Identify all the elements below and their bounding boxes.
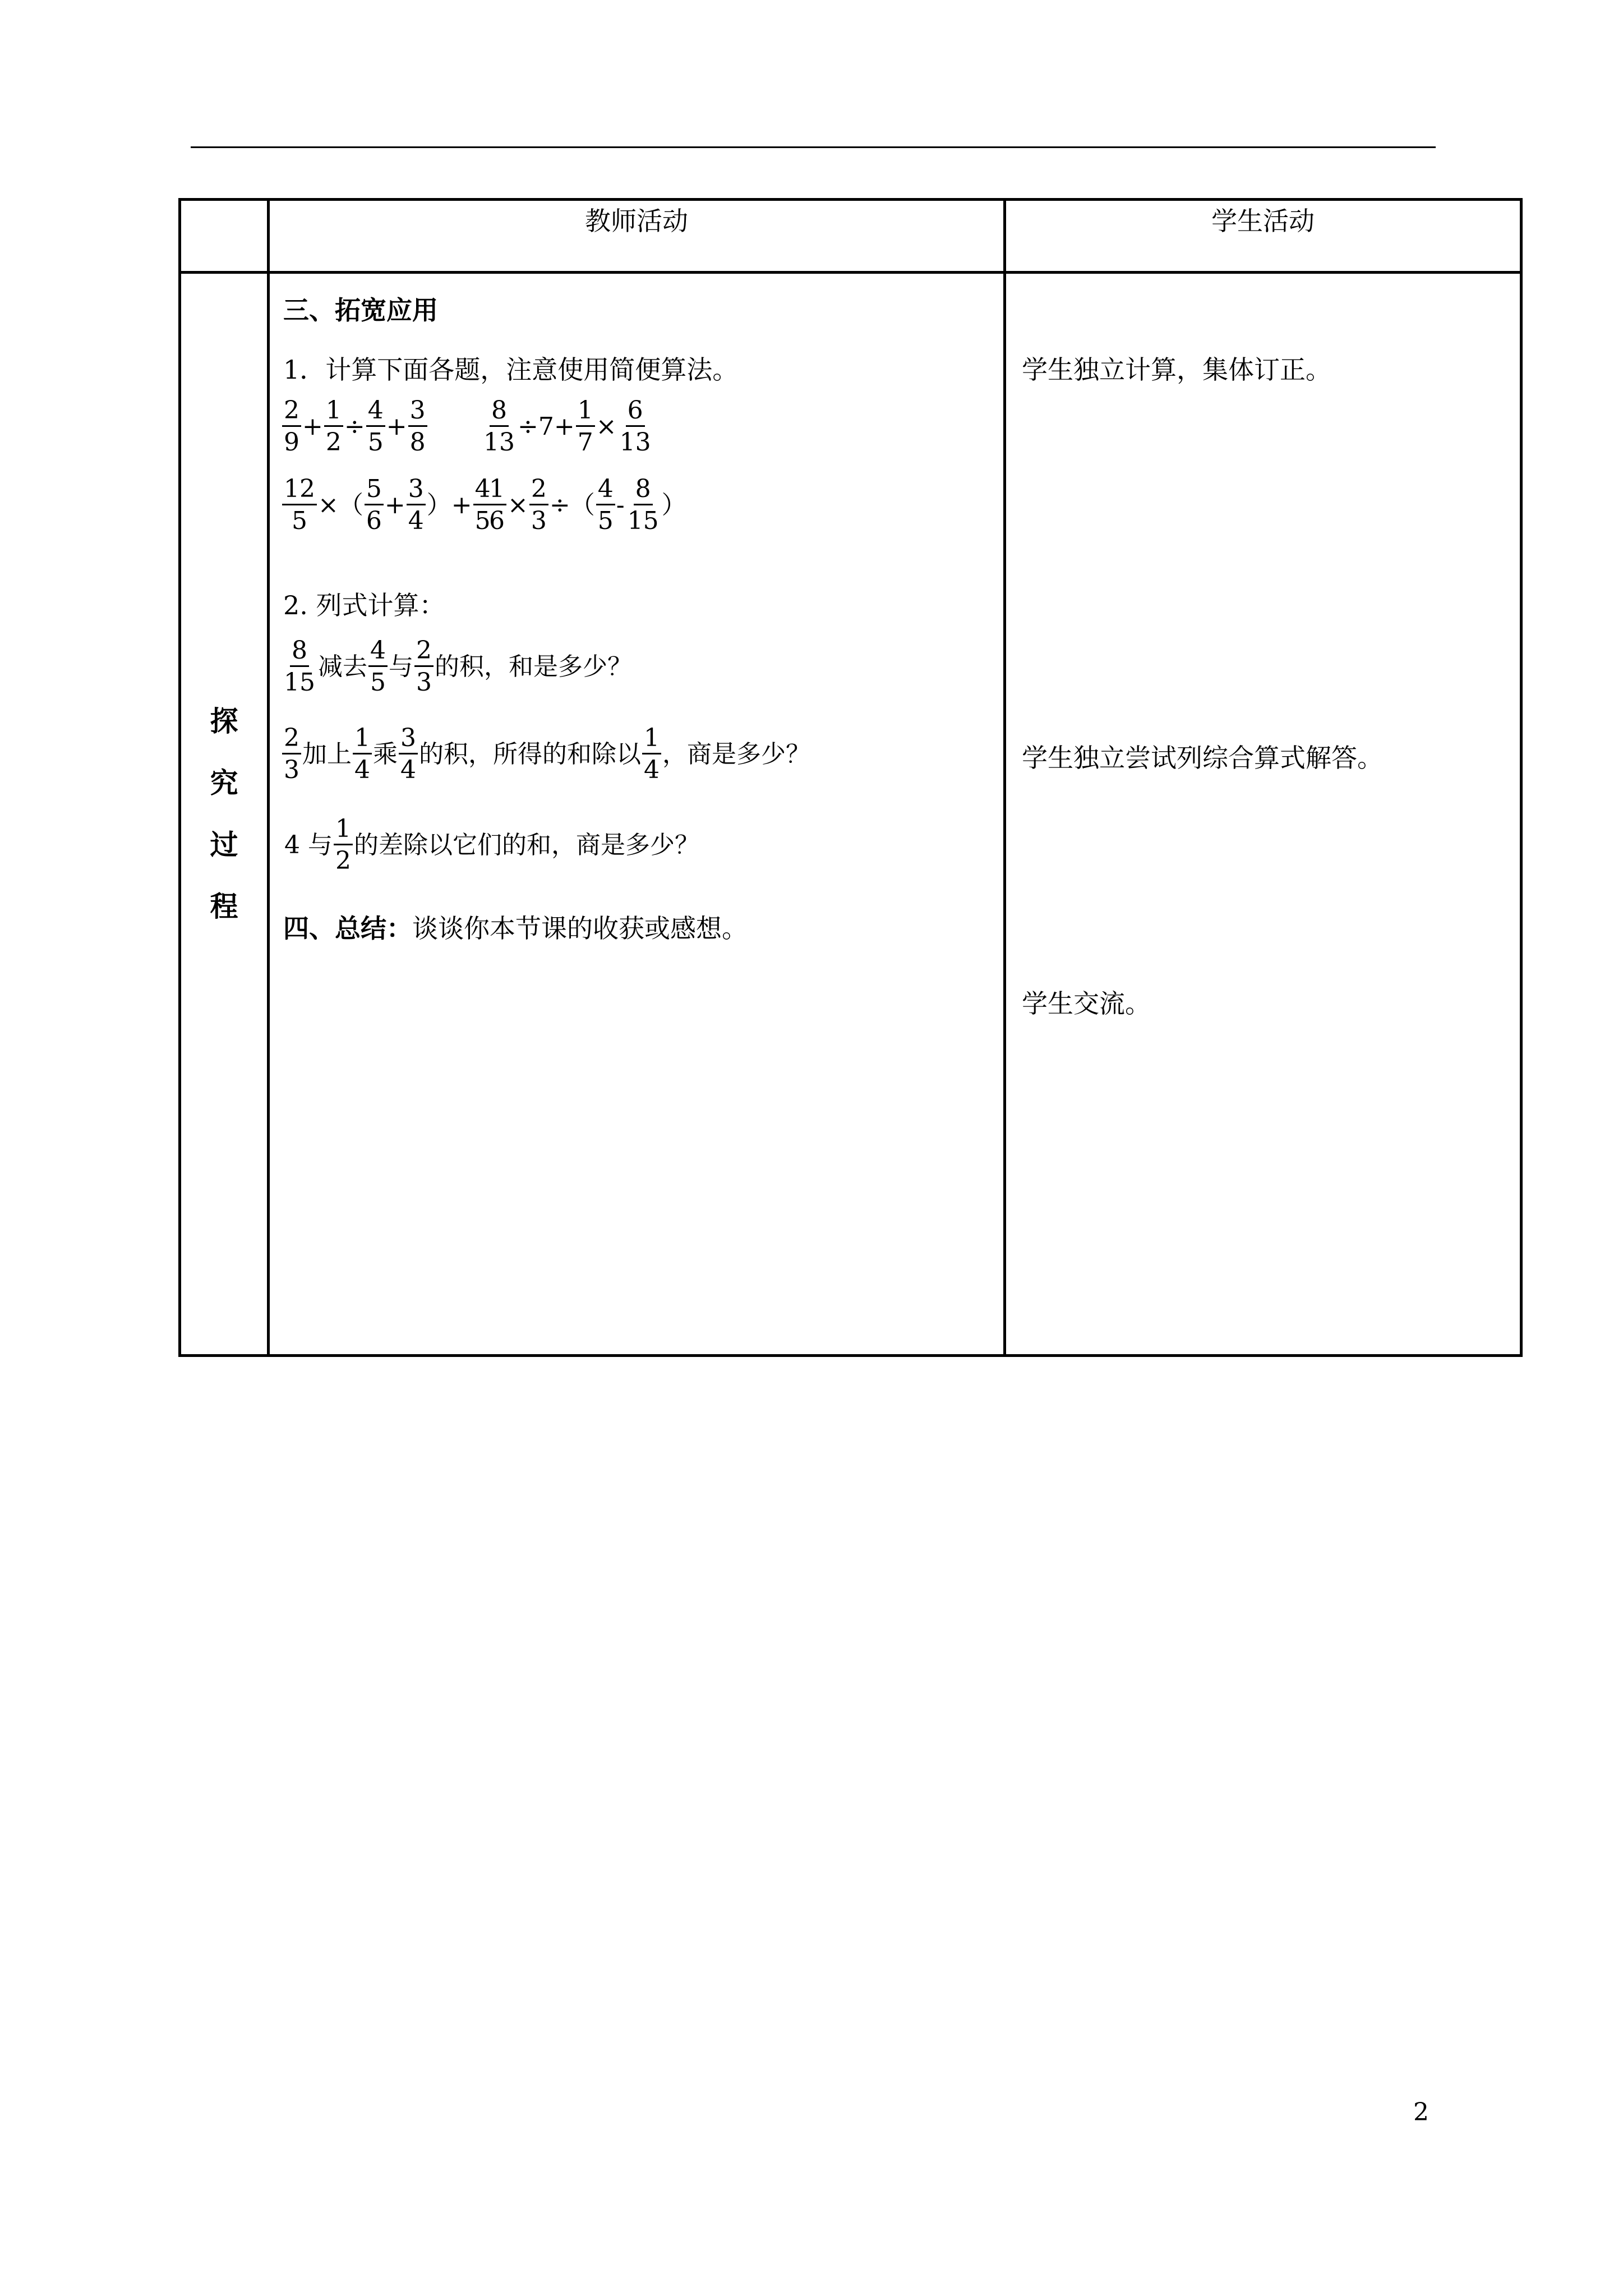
corner-cell — [180, 200, 269, 273]
section4 — [283, 913, 748, 944]
fraction: $\frac{6}{13}$ — [619, 396, 651, 457]
operator: × — [596, 412, 617, 441]
problem-text: 减去 — [318, 652, 367, 681]
expr-3 — [282, 477, 492, 533]
problem-text: 乘 — [373, 739, 398, 769]
teacher-activity-cell — [269, 273, 1005, 1356]
operator: ÷（ — [549, 490, 595, 519]
fraction: $\frac{2}{3}$ — [414, 638, 434, 695]
section3-title: 三、拓宽应用 — [283, 295, 438, 325]
teacher-header: 教师活动 — [269, 200, 1005, 273]
operator: ÷ — [344, 412, 365, 441]
side-label-char: 过 — [210, 828, 238, 861]
fraction: $\frac{8}{15}$ — [284, 636, 315, 697]
side-label-char: 探 — [210, 705, 238, 738]
expr-2 — [482, 398, 653, 455]
student-note-3: 学生交流。 — [1022, 988, 1151, 1019]
operator: ） — [661, 490, 686, 519]
page-number: 2 — [1413, 2098, 1429, 2127]
fraction: $\frac{5}{6}$ — [365, 477, 384, 533]
lesson-table — [178, 198, 1523, 1357]
problem-text: 的积，所得的和除以 — [419, 739, 641, 769]
fraction: $\frac{3}{8}$ — [408, 398, 427, 455]
problem-2 — [282, 726, 811, 783]
side-label-cell — [180, 273, 269, 1356]
operator: ）+ — [426, 490, 472, 519]
operator: + — [386, 412, 407, 441]
problem-3 — [283, 817, 700, 873]
problem-text: 加上 — [302, 739, 352, 769]
fraction: $\frac{1}{2}$ — [324, 398, 343, 455]
q2-text: 2. 列式计算： — [283, 590, 445, 620]
side-label-char: 究 — [210, 766, 238, 799]
table-body-row — [180, 273, 1521, 1356]
expr-1 — [282, 398, 427, 455]
q1-text: 1．计算下面各题，注意使用简便算法。 — [283, 355, 739, 385]
student-note-2: 学生独立尝试列综合算式解答。 — [1022, 743, 1383, 773]
expr-4 — [487, 477, 688, 533]
table-header-row — [180, 200, 1521, 273]
fraction: $\frac{3}{4}$ — [399, 726, 418, 783]
fraction: $\frac{1}{4}$ — [353, 726, 372, 783]
section4-text: 谈谈你本节课的收获或感想。 — [412, 913, 748, 944]
fraction: $\frac{8}{15}$ — [627, 475, 659, 535]
operator: × — [508, 490, 528, 519]
fraction: $\frac{1}{6}$ — [487, 477, 506, 533]
fraction: $\frac{12}{5}$ — [282, 477, 317, 533]
fraction: $\frac{4}{5}$ — [473, 477, 492, 533]
student-note-1: 学生独立计算，集体订正。 — [1022, 355, 1331, 385]
problem-text: 的积，和是多少？ — [435, 652, 632, 681]
fraction: $\frac{2}{3}$ — [529, 477, 548, 533]
operator: ÷7+ — [518, 412, 575, 441]
fraction: $\frac{2}{9}$ — [282, 398, 301, 455]
problem-text: ，商是多少？ — [662, 739, 810, 769]
problem-text: 4 与 — [284, 830, 333, 859]
section4-title: 四、总结： — [283, 913, 412, 944]
student-activity-cell — [1005, 273, 1521, 1356]
problem-text: 与 — [389, 652, 413, 681]
operator: - — [616, 490, 625, 519]
operator: + — [384, 490, 405, 519]
side-label-char: 程 — [210, 890, 238, 923]
fraction: $\frac{4}{5}$ — [366, 398, 385, 455]
fraction: $\frac{4}{5}$ — [368, 638, 388, 695]
fraction: $\frac{4}{5}$ — [596, 477, 615, 533]
fraction: $\frac{1}{4}$ — [642, 726, 661, 783]
operator: ×（ — [318, 490, 363, 519]
fraction: $\frac{1}{2}$ — [334, 817, 353, 873]
problem-text: 的差除以它们的和，商是多少？ — [353, 830, 699, 859]
fraction: $\frac{2}{3}$ — [282, 726, 301, 783]
fraction: $\frac{8}{13}$ — [483, 396, 515, 457]
fraction: $\frac{3}{4}$ — [407, 477, 426, 533]
problem-1 — [282, 638, 633, 695]
student-header: 学生活动 — [1005, 200, 1521, 273]
fraction: $\frac{1}{7}$ — [576, 398, 595, 455]
header-rule — [191, 146, 1436, 148]
operator: + — [302, 412, 323, 441]
